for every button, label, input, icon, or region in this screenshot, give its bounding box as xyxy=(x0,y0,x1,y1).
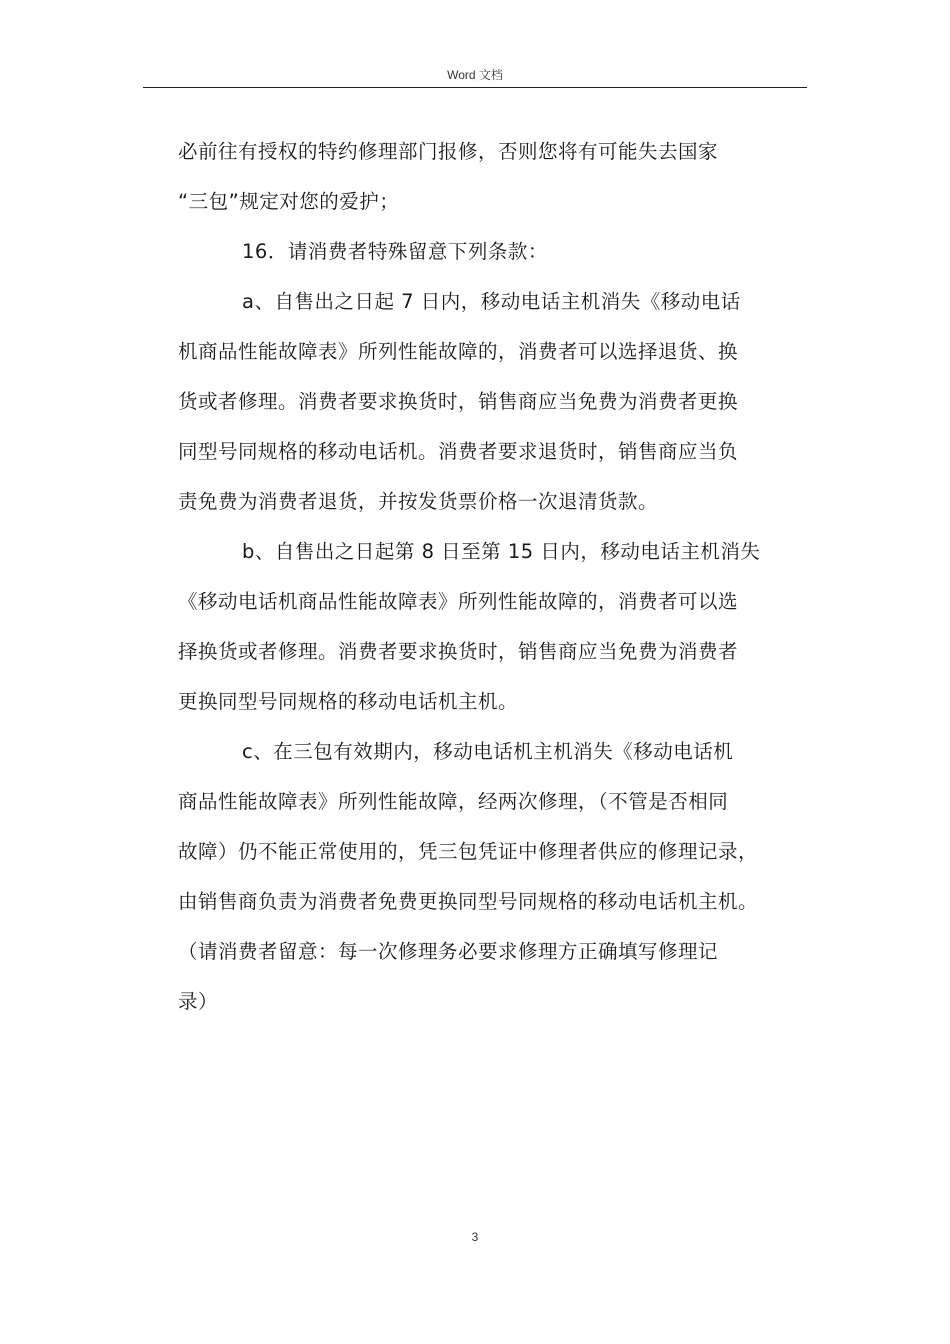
body-line: b、自售出之日起第 8 日至第 15 日内，移动电话主机消失 xyxy=(242,540,761,563)
body-line: 由销售商负责为消费者免费更换同型号同规格的移动电话机主机。 xyxy=(178,890,759,913)
body-line: 必前往有授权的特约修理部门报修，否则您将有可能失去国家 xyxy=(178,140,719,163)
page-number: 3 xyxy=(471,1230,479,1244)
body-line: a、自售出之日起 7 日内，移动电话主机消失《移动电话 xyxy=(242,290,741,313)
body-line: 更换同型号同规格的移动电话机主机。 xyxy=(178,690,519,713)
body-line: （请消费者留意：每一次修理务必要求修理方正确填写修理记 xyxy=(178,940,719,963)
body-line: 机商品性能故障表》所列性能故障的，消费者可以选择退货、换 xyxy=(178,340,739,363)
body-line: 录） xyxy=(178,990,219,1013)
body-line: “三包”规定对您的爱护； xyxy=(178,190,400,213)
page-header-title: Word 文档 xyxy=(447,68,503,82)
body-line: 16．请消费者特殊留意下列条款： xyxy=(242,240,548,263)
body-line: 同型号同规格的移动电话机。消费者要求退货时，销售商应当负 xyxy=(178,440,739,463)
body-line: 责免费为消费者退货，并按发货票价格一次退清货款。 xyxy=(178,490,659,513)
body-line: c、在三包有效期内，移动电话机主机消失《移动电话机 xyxy=(242,740,734,763)
body-line: 择换货或者修理。消费者要求换货时，销售商应当免费为消费者 xyxy=(178,640,739,663)
body-line: 货或者修理。消费者要求换货时，销售商应当免费为消费者更换 xyxy=(178,390,739,413)
body-line: 商品性能故障表》所列性能故障，经两次修理，（不管是否相同 xyxy=(178,790,729,813)
body-line: 故障）仍不能正常使用的，凭三包凭证中修理者供应的修理记录， xyxy=(178,840,759,863)
header-divider xyxy=(143,87,807,88)
body-line: 《移动电话机商品性能故障表》所列性能故障的，消费者可以选 xyxy=(178,590,739,613)
